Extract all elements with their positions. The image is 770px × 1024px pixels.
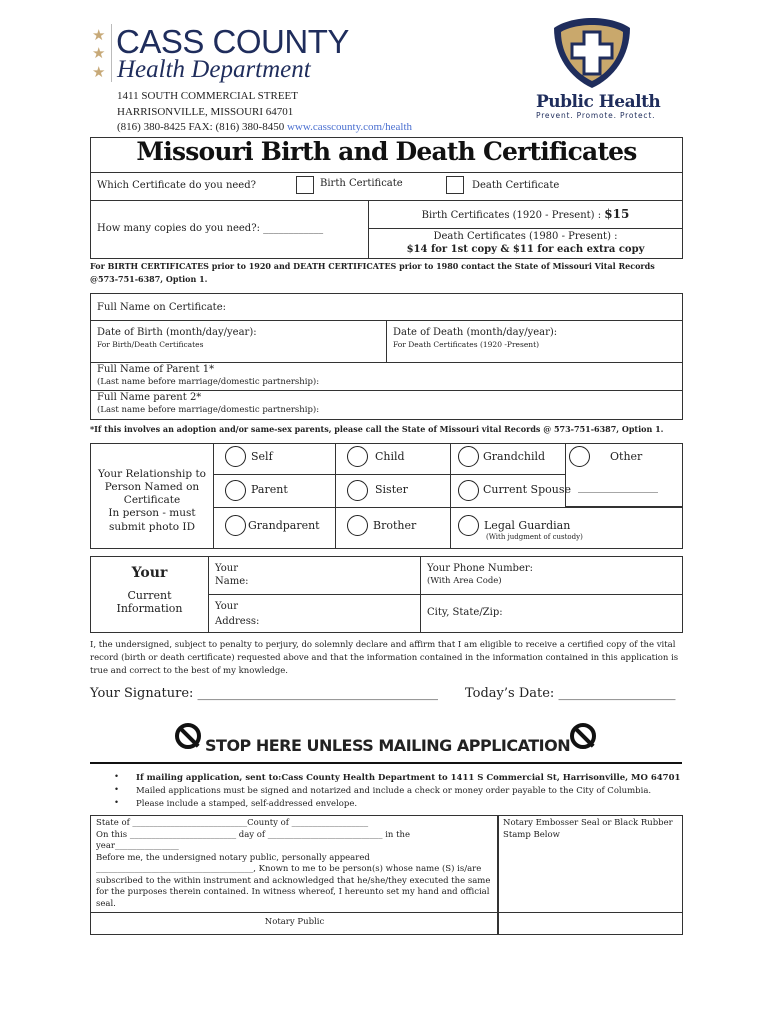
death-certificate-checkbox[interactable] <box>446 176 464 194</box>
page-title: Missouri Birth and Death Certificates <box>136 137 637 166</box>
your-name-field[interactable] <box>208 556 421 595</box>
certificate-question: Which Certificate do you need? <box>97 180 256 191</box>
phone-note: (With Area Code) <box>427 575 502 586</box>
star-icon: ★ <box>92 44 106 62</box>
relationship-label: Your Relationship to Person Named on Certificate <box>98 468 206 507</box>
logo-title: Public Health <box>536 92 661 112</box>
sister-label: Sister <box>375 483 408 496</box>
grandparent-label: Grandparent <box>248 519 320 532</box>
parent2-field[interactable] <box>90 390 683 420</box>
divider <box>90 762 682 764</box>
public-health-shield-icon <box>552 16 632 90</box>
parent1-field[interactable] <box>90 362 683 391</box>
death-price-row <box>368 228 683 259</box>
notary-public-signature[interactable] <box>90 912 499 935</box>
birth-price: $15 <box>604 207 630 221</box>
child-label: Child <box>375 450 405 463</box>
mailing-instruction: If mailing application, sent to:Cass County Health Department to 1411 S Commercial St, Harrisonville, MO 64701 <box>136 773 681 783</box>
dod-label: Date of Death (month/day/year): <box>393 327 558 338</box>
address-line: 1411 SOUTH COMMERCIAL STREET <box>117 90 298 102</box>
other-label: Other <box>610 450 643 463</box>
adoption-note: *If this involves an adoption and/or same-sex parents, please call the State of Missouri vital Records @ 573-751-6387, Option 1. <box>90 424 664 434</box>
death-price-label: Death Certificates (1980 - Present) : <box>433 231 618 242</box>
notary-seal-area <box>497 815 683 913</box>
phone-label: Your Phone Number: <box>427 563 534 574</box>
parent1-note: (Last name before marriage/domestic partnership): <box>97 376 320 387</box>
your-name-label: Your Name: <box>215 563 249 587</box>
parent2-label: Full Name parent 2* <box>97 392 202 403</box>
info-subheading: Current Information <box>116 588 183 616</box>
sister-radio[interactable] <box>347 480 368 501</box>
parent1-label: Full Name of Parent 1* <box>97 364 215 375</box>
no-entry-icon <box>570 723 596 749</box>
your-address-field[interactable] <box>208 594 421 633</box>
death-certificate-label: Death Certificate <box>472 180 560 191</box>
info-heading: Your <box>131 565 168 581</box>
stop-heading: STOP HERE UNLESS MAILING APPLICATION <box>205 736 571 755</box>
bullet: • <box>114 772 120 782</box>
divider <box>111 24 112 82</box>
date-of-birth-field[interactable] <box>90 320 387 363</box>
org-subname: Health Department <box>117 56 311 83</box>
brother-radio[interactable] <box>347 515 368 536</box>
dob-label: Date of Birth (month/day/year): <box>97 327 257 338</box>
guardian-note: (With judgment of custody) <box>486 533 583 541</box>
mailing-instruction: Please include a stamped, self-addressed envelope. <box>136 799 358 809</box>
org-name: CASS COUNTY <box>116 23 349 60</box>
declaration-text: I, the undersigned, subject to penalty to perjury, do solemnly declare and affirm that I am eligible to receive a certified copy of the vital record (birth or death certificate) requested above and that the information contained in the information contained in this application is true and correct to the best of my knowledge. <box>90 640 679 676</box>
other-radio[interactable] <box>569 446 590 467</box>
birth-certificate-checkbox[interactable] <box>296 176 314 194</box>
website-link[interactable]: www.casscounty.com/health <box>286 121 413 133</box>
notary-public-label: Notary Public <box>264 917 325 927</box>
star-icon: ★ <box>92 26 106 44</box>
todays-date-field[interactable]: Today’s Date: __________________ <box>465 686 676 701</box>
signature-field[interactable]: Your Signature: _____________________________________ <box>90 686 439 701</box>
child-radio[interactable] <box>347 446 368 467</box>
dob-note: For Birth/Death Certificates <box>97 339 204 349</box>
address-line: HARRISONVILLE, MISSOURI 64701 <box>117 105 294 118</box>
parent-radio[interactable] <box>225 480 246 501</box>
full-name-field[interactable] <box>90 293 683 321</box>
birth-price-row <box>368 200 683 229</box>
legal-guardian-radio[interactable] <box>458 515 479 536</box>
parent-label: Parent <box>251 483 288 496</box>
phone-field[interactable] <box>420 556 683 595</box>
logo-tagline: Prevent. Promote. Protect. <box>536 111 656 120</box>
phone-fax: (816) 380-8425 FAX: (816) 380-8450 <box>117 121 287 133</box>
parent2-note: (Last name before marriage/domestic partnership): <box>97 404 320 415</box>
notary-seal-label: Notary Embosser Seal or Black Rubber Stamp Below <box>503 818 673 840</box>
org-address <box>117 89 412 136</box>
other-input[interactable]: ________________ <box>578 482 658 493</box>
dod-note: For Death Certificates (1920 -Present) <box>393 339 540 349</box>
city-state-zip-field[interactable] <box>420 594 683 633</box>
self-label: Self <box>251 450 273 463</box>
death-price: $14 for 1st copy & $11 for each extra copy <box>406 243 645 255</box>
cell <box>497 912 683 935</box>
bullet: • <box>114 785 120 795</box>
date-of-death-field[interactable] <box>386 320 683 363</box>
brother-label: Brother <box>373 519 417 532</box>
grandchild-radio[interactable] <box>458 446 479 467</box>
birth-certificate-label: Birth Certificate <box>320 178 403 189</box>
grandparent-radio[interactable] <box>225 515 246 536</box>
current-spouse-label: Current Spouse <box>483 483 571 496</box>
self-radio[interactable] <box>225 446 246 467</box>
city-label: City, State/Zip: <box>427 607 503 618</box>
birth-price-label: Birth Certificates (1920 - Present) : <box>421 210 605 221</box>
vital-records-note: For BIRTH CERTIFICATES prior to 1920 and DEATH CERTIFICATES prior to 1980 contact the State of Missouri Vital Records @573-751-6387, Option 1. <box>90 261 655 284</box>
current-spouse-radio[interactable] <box>458 480 479 501</box>
current-info-heading-cell <box>90 556 209 633</box>
notary-text: State of ___________________________County of __________________ On this _________________________ day of ___________________________ in the year_______________ Before me, the undersigned notary public, personally appeared _____________________________________, Known to me to be person(s) whose name (S) is/are subscribed to the within instrument and acknowledged that he/she/they executed the same for the purposes therein contained. In witness whereof, I hereunto set my hand and official seal. <box>90 815 499 913</box>
copies-field[interactable] <box>90 200 369 259</box>
no-entry-icon <box>175 723 201 749</box>
mailing-instruction: Mailed applications must be signed and notarized and include a check or money order payable to the City of Columbia. <box>136 786 652 796</box>
full-name-label: Full Name on Certificate: <box>97 302 226 313</box>
copies-question: How many copies do you need?: ____________ <box>97 223 324 234</box>
legal-guardian-label: Legal Guardian <box>484 519 571 532</box>
relationship-label-cell <box>90 443 214 549</box>
bullet: • <box>114 798 120 808</box>
grandchild-label: Grandchild <box>483 450 546 463</box>
star-icon: ★ <box>92 63 106 81</box>
photo-id-note: In person - must submit photo ID <box>108 507 196 533</box>
your-address-label: Your Address: <box>215 601 260 627</box>
